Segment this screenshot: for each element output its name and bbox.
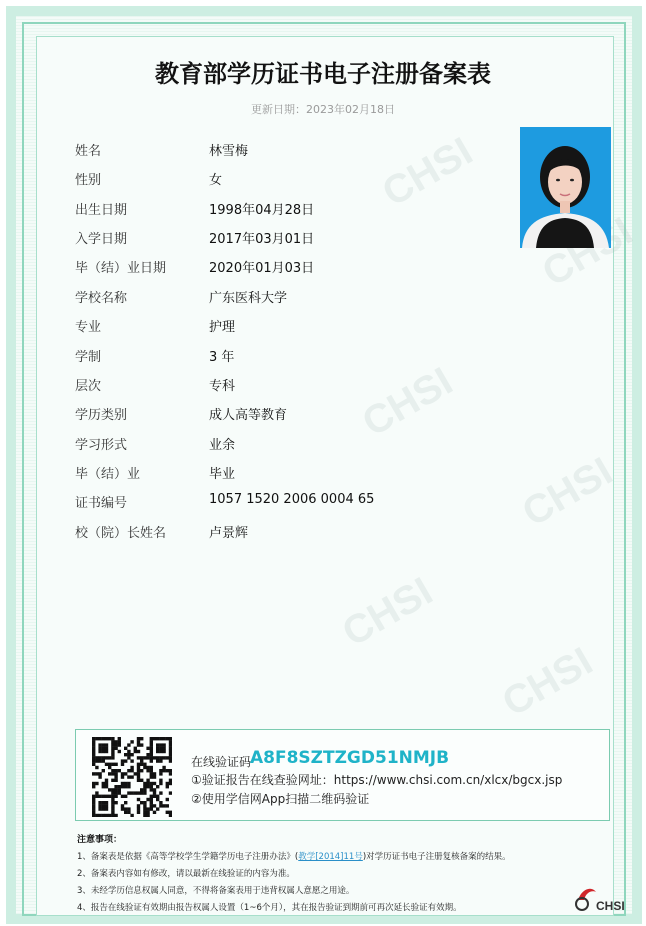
field-value: 女 xyxy=(209,173,223,188)
field-label: 层次 xyxy=(75,379,102,394)
note-item-3: 3、未经学历信息权属人同意，不得将备案表用于违背权属人意愿之用途。 xyxy=(77,886,355,896)
field-value: 广东医科大学 xyxy=(209,291,288,306)
regulation-link[interactable]: 教学[2014]11号 xyxy=(298,852,363,862)
notes-title: 注意事项： xyxy=(77,835,123,845)
note-text: 1、备案表是依据《高等学校学生学籍学历电子注册办法》( xyxy=(77,852,299,862)
field-value: 专科 xyxy=(209,379,236,394)
field-value: 1998年04月28日 xyxy=(209,203,315,218)
verification-url-instruction: ①验证报告在线查验网址：https://www.chsi.com.cn/xlcx/bgcx.jsp xyxy=(191,773,563,787)
field-label: 学校名称 xyxy=(75,291,128,306)
field-label: 姓名 xyxy=(75,144,102,159)
verification-app-instruction: ②使用学信网App扫描二维码验证 xyxy=(191,792,370,806)
field-label: 学习形式 xyxy=(75,438,128,453)
document-title: 教育部学历证书电子注册备案表 xyxy=(155,60,491,88)
field-label: 出生日期 xyxy=(75,203,128,218)
field-label: 毕（结）业日期 xyxy=(75,261,167,276)
field-value: 毕业 xyxy=(209,467,236,482)
field-value: 护理 xyxy=(209,320,236,335)
field-label: 学制 xyxy=(75,350,102,365)
field-value: 3 年 xyxy=(209,350,235,365)
verification-code: A8F8SZTZGD51NMJB xyxy=(250,748,450,768)
field-value: 成人高等教育 xyxy=(209,408,288,423)
student-photo xyxy=(520,127,611,248)
field-label: 毕（结）业 xyxy=(75,467,141,482)
field-value: 卢景辉 xyxy=(209,526,249,541)
field-label: 证书编号 xyxy=(75,496,128,511)
field-label: 学历类别 xyxy=(75,408,128,423)
field-label: 专业 xyxy=(75,320,102,335)
field-label: 入学日期 xyxy=(75,232,128,247)
field-value: 业余 xyxy=(209,438,236,453)
verification-code-label: 在线验证码 xyxy=(191,755,252,769)
field-label: 性别 xyxy=(75,173,102,188)
note-item-1 xyxy=(77,850,511,862)
note-item-2: 2、备案表内容如有修改，请以最新在线验证的内容为准。 xyxy=(77,869,295,879)
note-item-4: 4、报告在线验证有效期由报告权属人设置（1~6个月），其在报告验证到期前可再次延长验证有效期。 xyxy=(77,903,462,913)
field-value: 2020年01月03日 xyxy=(209,261,315,276)
field-value: 1057 1520 2006 0004 65 xyxy=(209,492,375,507)
chsi-logo-text: CHSI xyxy=(596,899,625,913)
field-label: 校（院）长姓名 xyxy=(75,526,167,541)
field-value: 林雪梅 xyxy=(209,144,249,159)
qr-code[interactable] xyxy=(92,737,172,817)
update-date: 更新日期：2023年02月18日 xyxy=(251,103,395,116)
note-text: )对学历证书电子注册复核备案的结果。 xyxy=(362,852,511,862)
field-value: 2017年03月01日 xyxy=(209,232,315,247)
